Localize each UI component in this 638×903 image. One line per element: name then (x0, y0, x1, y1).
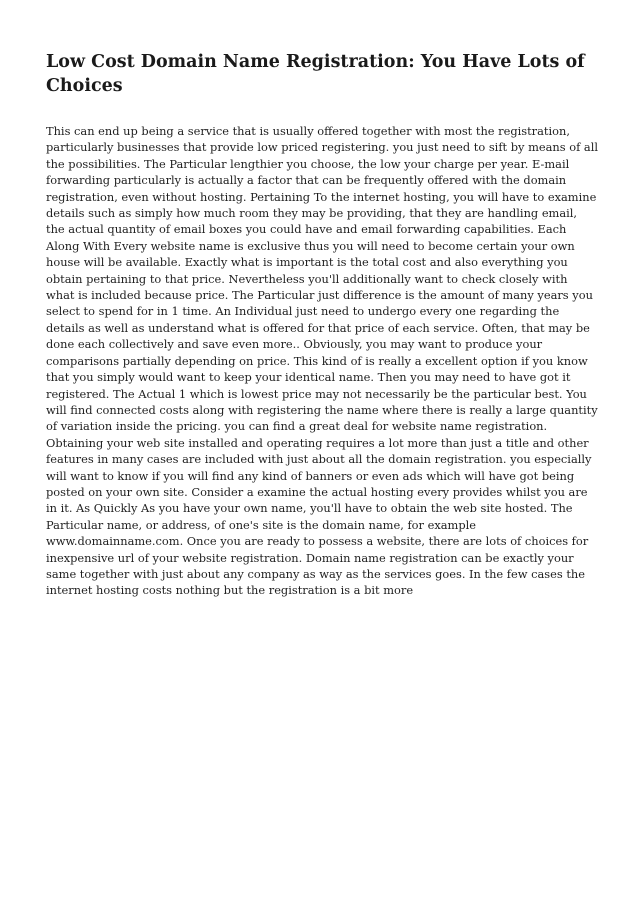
document-title: Low Cost Domain Name Registration: You Have Lots of Choices (46, 52, 585, 96)
document-body-paragraph: This can end up being a service that is usually offered together with most the registration, particularly businesses that provide low priced registering. you just need to sift by means of all the possibilities. The Particular lengthier you choose, the low your charge per year. E-mail forwarding particularly is actually a factor that can be frequently offered with the domain registration, even without hosting. Pertaining To the internet hosting, you will have to examine details such as simply how much room they may be providing, that they are handling email, the actual quantity of email boxes you could have and email forwarding capabilities. Each Along With Every website name is exclusive thus you will need to become certain your own house will be available. Exactly what is important is the total cost and also everything you obtain pertaining to that price. Nevertheless you'll additionally want to check closely with what is included because price. The Particular just difference is the amount of many years you select to spend for in 1 time. An Individual just need to undergo every one regarding the details as well as understand what is offered for that price of each service. Often, that may be done each collectively and save even more.. Obviously, you may want to produce your comparisons partially depending on price. This kind of is really a excellent option if you know that you simply would want to keep your identical name. Then you may need to have got it registered. The Actual 1 which is lowest price may not necessarily be the particular best. You will find connected costs along with registering the name where there is really a large quantity of variation inside the pricing. you can find a great deal for website name registration. Obtaining your web site installed and operating requires a lot more than just a title and other features in many cases are included with just about all the domain registration. you especially will want to know if you will find any kind of banners or even ads which will have got being posted on your own site. Consider a examine the actual hosting every provides whilst you are in it. As Quickly As you have your own name, you'll have to obtain the web site hosted. The Particular name, or address, of one's site is the domain name, for example www.domainname.com. Once you are ready to possess a website, there are lots of choices for inexpensive url of your website registration. Domain name registration can be exactly your same together with just about any company as way as the services goes. In the few cases the internet hosting costs nothing but the registration is a bit more (46, 124, 598, 598)
